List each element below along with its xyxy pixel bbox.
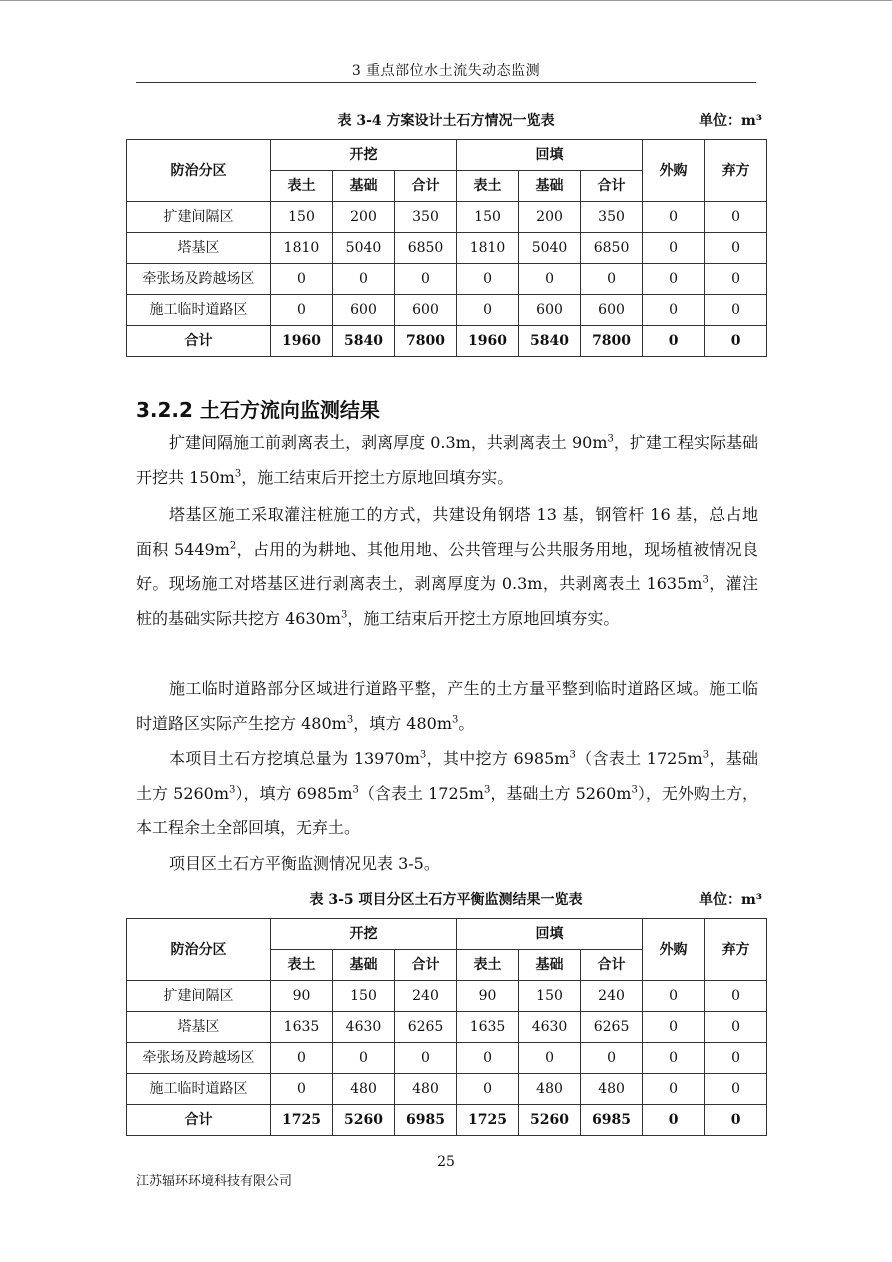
cell: 480 [581, 1074, 643, 1105]
table2-sub-header: 合计 [395, 950, 457, 981]
cell: 1635 [457, 1012, 519, 1043]
section-title: 3.2.2 土石方流向监测结果 [136, 398, 380, 422]
total-label: 合计 [127, 326, 271, 357]
cell: 4630 [519, 1012, 581, 1043]
table1-sub-header: 基础 [333, 171, 395, 202]
table1-sub-header: 基础 [519, 171, 581, 202]
cell: 0 [705, 1074, 767, 1105]
table-row [127, 264, 767, 295]
table2 [126, 918, 767, 1136]
table-row [127, 1074, 767, 1105]
cell: 0 [705, 295, 767, 326]
cell: 350 [395, 202, 457, 233]
row-label: 塔基区 [127, 1012, 271, 1043]
cell: 0 [705, 326, 767, 357]
cell: 240 [581, 981, 643, 1012]
superscript: 3 [631, 784, 638, 796]
table1-sub-header: 表土 [271, 171, 333, 202]
cell: 6265 [581, 1012, 643, 1043]
superscript: 3 [702, 749, 710, 761]
table-total-row [127, 1105, 767, 1136]
cell: 0 [705, 264, 767, 295]
cell: 480 [333, 1074, 395, 1105]
cell: 6985 [395, 1105, 457, 1136]
total-label: 合计 [127, 1105, 271, 1136]
cell: 0 [333, 264, 395, 295]
cell: 0 [643, 1074, 705, 1105]
text: ，基础土方 5260m [490, 783, 632, 803]
paragraph [136, 498, 758, 636]
cell: 5040 [333, 233, 395, 264]
top-border [0, 0, 892, 1]
paragraph [136, 672, 758, 741]
table2-header-discard: 弃方 [705, 919, 767, 981]
table-row [127, 233, 767, 264]
table2-unit: 单位：m³ [699, 892, 762, 908]
cell: 0 [643, 1012, 705, 1043]
cell: 0 [643, 1105, 705, 1136]
table-total-row [127, 326, 767, 357]
cell: 350 [581, 202, 643, 233]
cell: 0 [333, 1043, 395, 1074]
text: （含表土 1725m [358, 783, 484, 803]
text: ，占用的为耕地、其他用地、公共管理与公共服务用地，现场植被情况良好。现场施工对塔基区进行剥离表土，剥离厚度为 0.3m，共剥离表土 1635m [136, 539, 758, 593]
running-header: 3 重点部位水土流失动态监测 [351, 63, 541, 79]
cell: 240 [395, 981, 457, 1012]
cell: 0 [643, 264, 705, 295]
row-label: 塔基区 [127, 233, 271, 264]
text: 。 [458, 713, 475, 733]
cell: 0 [705, 1105, 767, 1136]
table-row [127, 1043, 767, 1074]
text: 施工临时道路部分区域进行道路平整，产生的土方量平整到临时道路区域。施工临时道路区实际产生挖方 480m [136, 679, 758, 733]
cell: 200 [333, 202, 395, 233]
table1-header-backfill: 回填 [457, 140, 643, 171]
cell: 0 [705, 202, 767, 233]
superscript: 2 [229, 540, 237, 552]
page-number: 25 [437, 1154, 455, 1170]
cell: 0 [705, 1012, 767, 1043]
cell: 5260 [519, 1105, 581, 1136]
cell: 0 [643, 295, 705, 326]
cell: 1725 [457, 1105, 519, 1136]
table-row [127, 981, 767, 1012]
text: 项目区土石方平衡监测情况见表 3-5。 [169, 854, 440, 873]
cell: 0 [519, 1043, 581, 1074]
cell: 0 [457, 295, 519, 326]
paragraph [136, 847, 758, 882]
table2-title: 表 3-5 项目分区土石方平衡监测结果一览表 [309, 892, 583, 908]
table1-header-excavation: 开挖 [271, 140, 457, 171]
superscript: 3 [234, 468, 242, 480]
cell: 0 [457, 1074, 519, 1105]
superscript: 3 [702, 574, 709, 586]
table1-sub-header: 合计 [581, 171, 643, 202]
cell: 5840 [519, 326, 581, 357]
text: ，其中挖方 6985m [426, 749, 570, 768]
company-footer: 江苏辐环环境科技有限公司 [136, 1174, 293, 1189]
cell: 6850 [581, 233, 643, 264]
table2-sub-header: 表土 [457, 950, 519, 981]
table2-sub-header: 合计 [581, 950, 643, 981]
cell: 6985 [581, 1105, 643, 1136]
cell: 0 [643, 1043, 705, 1074]
paragraph [136, 426, 758, 495]
superscript: 3 [569, 749, 576, 761]
text: ），无外购土方，本工程余土全部回填，无弃土。 [136, 783, 758, 837]
table1-header-discard: 弃方 [705, 140, 767, 202]
table1-sub-header: 表土 [457, 171, 519, 202]
cell: 5040 [519, 233, 581, 264]
cell: 0 [395, 264, 457, 295]
cell: 600 [581, 295, 643, 326]
table2-sub-header: 基础 [519, 950, 581, 981]
row-label: 施工临时道路区 [127, 1074, 271, 1105]
row-label: 扩建间隔区 [127, 981, 271, 1012]
cell: 150 [519, 981, 581, 1012]
table2-header-purchase: 外购 [643, 919, 705, 981]
superscript: 3 [229, 784, 236, 796]
cell: 5840 [333, 326, 395, 357]
cell: 600 [333, 295, 395, 326]
table2-header-area: 防治分区 [127, 919, 271, 981]
text: 本项目土石方挖填总量为 13970m [169, 749, 420, 768]
cell: 0 [271, 264, 333, 295]
cell: 1810 [457, 233, 519, 264]
table2-sub-header: 表土 [271, 950, 333, 981]
cell: 0 [643, 981, 705, 1012]
cell: 480 [395, 1074, 457, 1105]
cell: 0 [395, 1043, 457, 1074]
cell: 5260 [333, 1105, 395, 1136]
cell: 90 [457, 981, 519, 1012]
cell: 0 [271, 295, 333, 326]
row-label: 扩建间隔区 [127, 202, 271, 233]
cell: 1960 [271, 326, 333, 357]
table1-caption [126, 110, 766, 130]
cell: 1635 [271, 1012, 333, 1043]
table2-header-excavation: 开挖 [271, 919, 457, 950]
cell: 0 [271, 1074, 333, 1105]
cell: 0 [457, 264, 519, 295]
cell: 0 [643, 326, 705, 357]
table1-title: 表 3-4 方案设计土石方情况一览表 [337, 113, 555, 129]
superscript: 3 [483, 784, 491, 796]
cell: 0 [581, 1043, 643, 1074]
cell: 480 [519, 1074, 581, 1105]
header-rule [136, 82, 756, 83]
cell: 150 [457, 202, 519, 233]
cell: 1810 [271, 233, 333, 264]
cell: 0 [581, 264, 643, 295]
text: ，施工结束后开挖土方原地回填夯实。 [241, 467, 514, 487]
cell: 7800 [395, 326, 457, 357]
cell: 600 [519, 295, 581, 326]
superscript: 3 [352, 784, 359, 796]
table-row [127, 202, 767, 233]
text: ，扩建工程实际基础开挖共 150m [136, 433, 758, 487]
cell: 200 [519, 202, 581, 233]
cell: 0 [643, 233, 705, 264]
cell: 150 [333, 981, 395, 1012]
paragraph [136, 742, 758, 846]
superscript: 3 [340, 609, 348, 621]
cell: 6850 [395, 233, 457, 264]
cell: 90 [271, 981, 333, 1012]
table-row [127, 295, 767, 326]
table1-sub-header: 合计 [395, 171, 457, 202]
table1-unit: 单位：m³ [699, 113, 762, 129]
cell: 4630 [333, 1012, 395, 1043]
superscript: 3 [452, 714, 459, 726]
cell: 0 [705, 981, 767, 1012]
table1 [126, 139, 767, 357]
superscript: 3 [346, 714, 354, 726]
text: 塔基区施工采取灌注桩施工的方式，共建设角钢塔 13 基，钢管杆 16 基，总占地面积 5449m [136, 505, 758, 559]
cell: 600 [395, 295, 457, 326]
cell: 0 [643, 202, 705, 233]
table2-sub-header: 基础 [333, 950, 395, 981]
cell: 0 [705, 1043, 767, 1074]
superscript: 3 [419, 749, 427, 761]
cell: 0 [271, 1043, 333, 1074]
cell: 150 [271, 202, 333, 233]
text: ，灌注桩的基础实际共挖方 4630m [136, 574, 758, 628]
text: ），填方 6985m [235, 783, 353, 803]
table1-header-purchase: 外购 [643, 140, 705, 202]
cell: 1725 [271, 1105, 333, 1136]
text: 扩建间隔施工前剥离表土，剥离厚度 0.3m，共剥离表土 90m [169, 433, 608, 452]
text: （含表土 1725m [575, 749, 703, 768]
row-label: 牵张场及跨越场区 [127, 264, 271, 295]
table-row [127, 1012, 767, 1043]
cell: 0 [519, 264, 581, 295]
cell: 1960 [457, 326, 519, 357]
table1-header-area: 防治分区 [127, 140, 271, 202]
cell: 7800 [581, 326, 643, 357]
table2-header-backfill: 回填 [457, 919, 643, 950]
cell: 0 [705, 233, 767, 264]
table2-caption [126, 889, 766, 909]
text: ，基础土方 5260m [136, 749, 758, 803]
row-label: 施工临时道路区 [127, 295, 271, 326]
row-label: 牵张场及跨越场区 [127, 1043, 271, 1074]
text: ，填方 480m [353, 713, 452, 733]
cell: 6265 [395, 1012, 457, 1043]
text: ，施工结束后开挖土方原地回填夯实。 [347, 608, 620, 628]
superscript: 3 [607, 433, 614, 445]
cell: 0 [457, 1043, 519, 1074]
